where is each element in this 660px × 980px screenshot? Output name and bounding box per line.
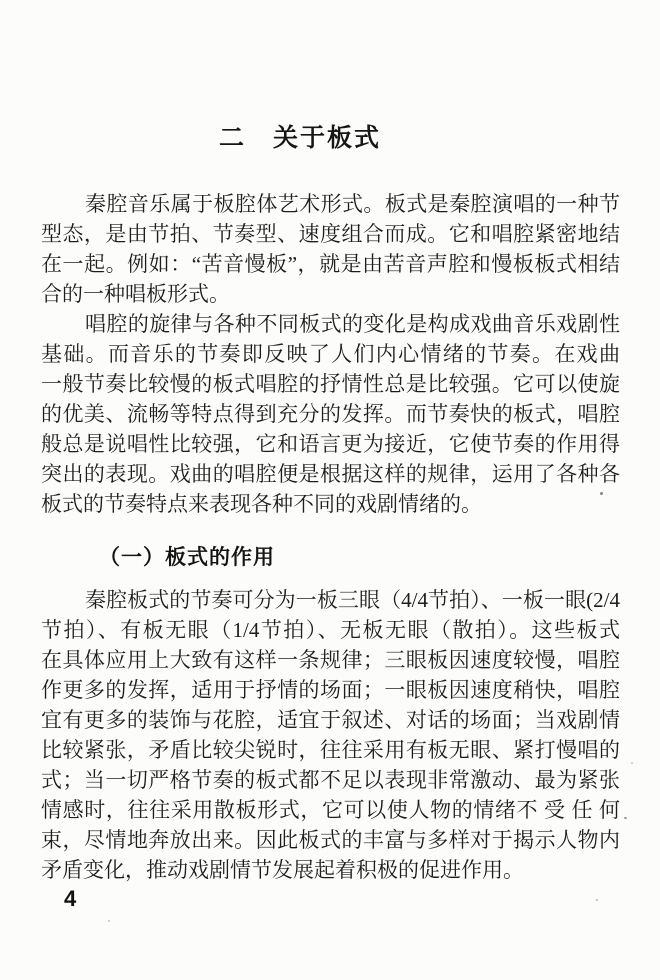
- text-line: 情感时，往往采用散板形式，它可以使人物的情绪不 受 任 何: [41, 798, 620, 822]
- scan-speck: [631, 762, 633, 764]
- scan-speck: [108, 920, 110, 922]
- text-line: 在一起。例如：“苦音慢板”，就是由苦音声腔和慢板板式相结: [41, 252, 620, 276]
- text-line: 秦腔板式的节奏可分为一板三眼（4/4节拍）、一板一眼(2/4: [85, 588, 620, 612]
- text-line: 矛盾变化，推动戏剧情节发展起着积极的促进作用。: [41, 858, 524, 882]
- body-text: [41, 189, 620, 885]
- text-line: 突出的表现。戏曲的唱腔便是根据这样的规律，运用了各种各: [41, 462, 620, 486]
- text-line: 宜有更多的装饰与花腔，适宜于叙述、对话的场面；当戏剧情: [41, 708, 620, 732]
- scan-speck: [624, 817, 627, 819]
- page-number: 4: [64, 886, 77, 911]
- text-line: 合的一种唱板形式。: [41, 282, 230, 306]
- text-line: 基础。而音乐的节奏即反映了人们内心情绪的节奏。在戏曲: [41, 342, 620, 366]
- text-line: 板式的节奏特点来表现各种不同的戏剧情绪的。: [41, 492, 482, 516]
- text-line: 一般节奏比较慢的板式唱腔的抒情性总是比较强。它可以使旋: [41, 372, 620, 396]
- text-line: 般总是说唱性比较强，它和语言更为接近，它使节奏的作用得: [41, 432, 620, 456]
- text-line: 型态，是由节拍、节奏型、速度组合而成。它和唱腔紧密地结: [41, 222, 620, 246]
- scan-speck: [596, 899, 598, 901]
- text-line: 的优美、流畅等特点得到充分的发挥。而节奏快的板式，唱腔: [41, 402, 620, 426]
- text-line: 节拍）、有板无眼（1/4节拍）、无板无眼（散拍）。这些板式: [41, 618, 620, 642]
- text-line: 作更多的发挥，适用于抒情的场面；一眼板因速度稍快，唱腔: [41, 678, 620, 702]
- text-line: 束，尽情地奔放出来。因此板式的丰富与多样对于揭示人物内: [41, 828, 620, 852]
- section-heading: （一）板式的作用: [99, 546, 275, 569]
- text-line: 秦腔音乐属于板腔体艺术形式。板式是秦腔演唱的一种节: [85, 192, 620, 216]
- scan-speck: [600, 492, 603, 495]
- text-line: 唱腔的旋律与各种不同板式的变化是构成戏曲音乐戏剧性: [85, 312, 620, 336]
- text-line: 在具体应用上大致有这样一条规律；三眼板因速度较慢，唱腔: [41, 648, 620, 672]
- chapter-title: 二 关于板式: [218, 124, 381, 152]
- text-line: 比较紧张，矛盾比较尖锐时，往往采用有板无眼、紧打慢唱的: [41, 738, 620, 762]
- text-line: 式；当一切严格节奏的板式都不足以表现非常激动、最为紧张: [41, 768, 620, 792]
